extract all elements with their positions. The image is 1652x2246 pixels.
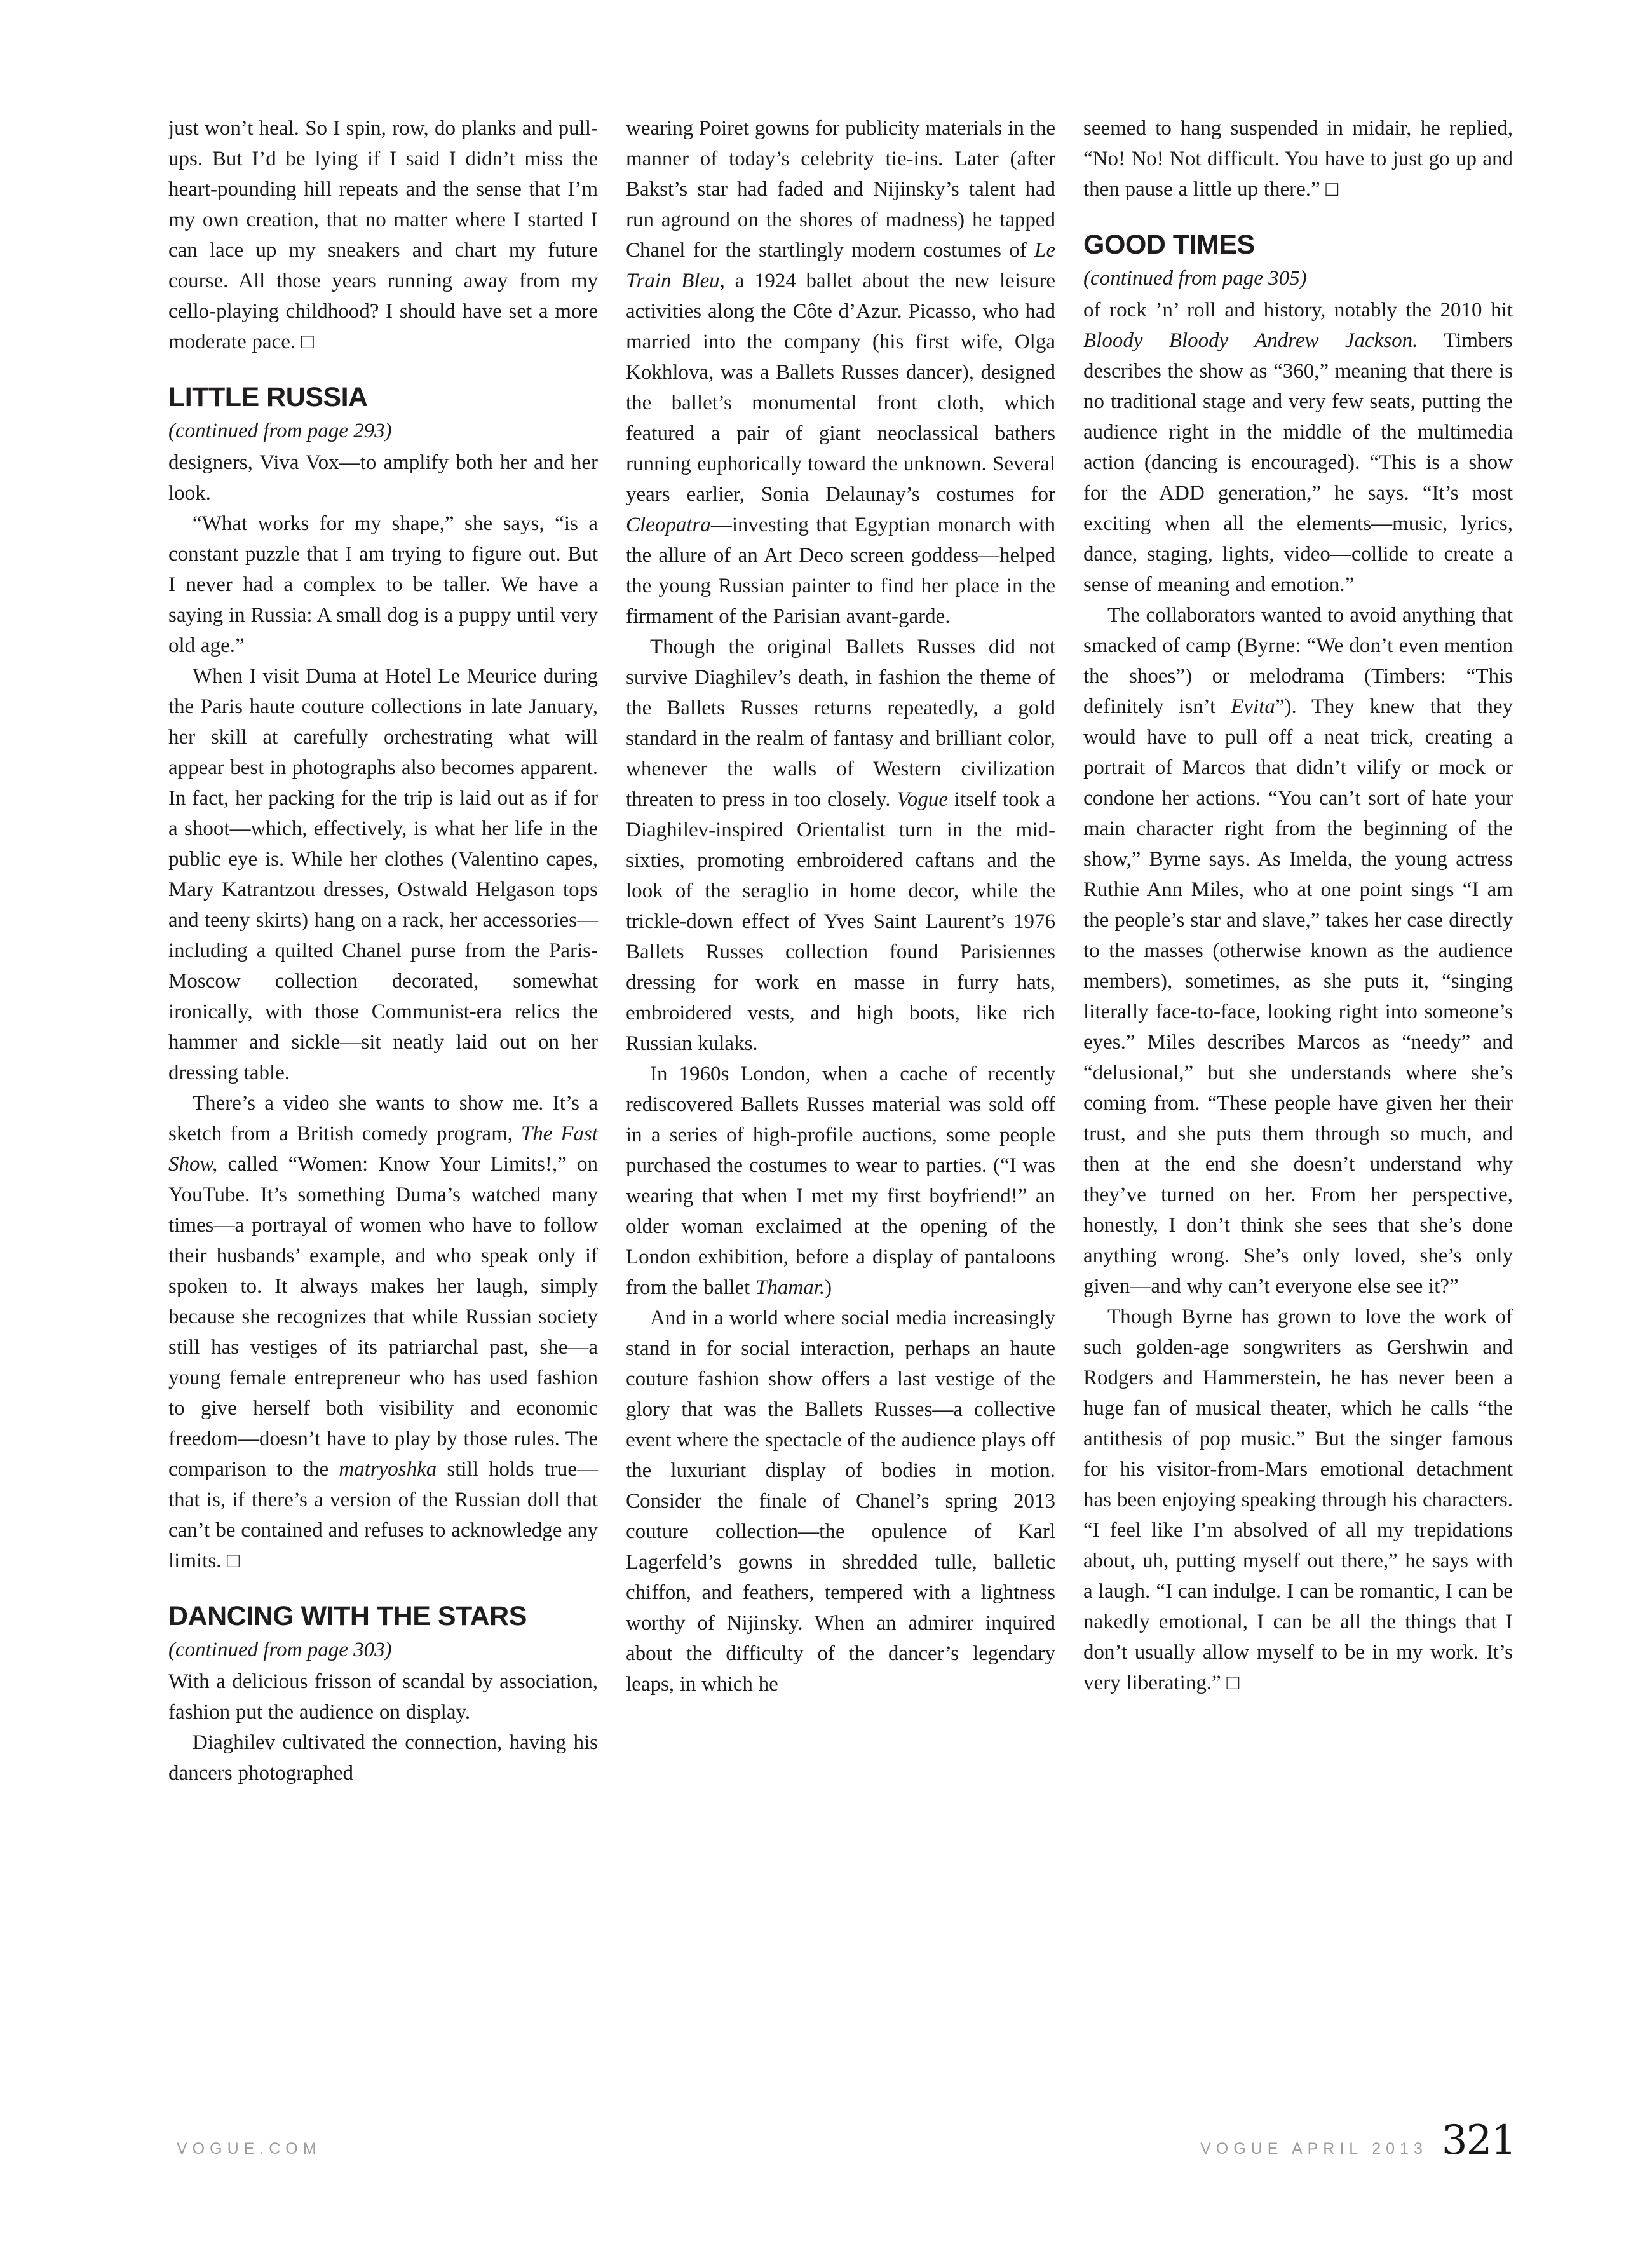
paragraph: of rock ’n’ roll and history, notably the 2010 hit Bloody Bloody Andrew Jackson. Timbers describes the show as “360,” meaning that there is no traditional stage and very few seats, putting the audience right in the middle of the multimedia action (dancing is encouraged). “This is a show for the ADD generation,” he says. “It’s most exciting when all the elements—music, lyrics, dance, staging, lights, video—collide to create a sense of meaning and emotion.”	[1083, 299, 1513, 596]
paragraph: With a delicious frisson of scandal by association, fashion put the audience on display.	[168, 1670, 598, 1724]
paragraph: In 1960s London, when a cache of recently rediscovered Ballets Russes material was sold off in a series of high-profile auctions, some people purchased the costumes to wear to parties. (“I was wearing that when I met my first boyfriend!” an older woman exclaimed at the opening of the London exhibition, before a display of pantaloons from the ballet Thamar.)	[626, 1063, 1055, 1299]
column-1	[168, 113, 598, 1788]
footer-right-group	[1200, 2117, 1515, 2164]
footer-site-label: VOGUE.COM	[177, 2140, 322, 2158]
paragraph: Though the original Ballets Russes did not survive Diaghilev’s death, in fashion the theme of the Ballets Russes returns repeatedly, a gold standard in the realm of fantasy and brilliant color, whenever the walls of Western civilization threaten to press in too closely. Vogue itself took a Diaghilev-inspired Orientalist turn in the mid-sixties, promoting embroidered caftans and the look of the seraglio in home decor, while the trickle-down effect of Yves Saint Laurent’s 1976 Ballets Russes collection found Parisiennes dressing for work en masse in furry hats, embroidered vests, and high boots, like rich Russian kulaks.	[626, 636, 1055, 1055]
article-heading: GOOD TIMES	[1083, 229, 1255, 260]
continued-from: (continued from page 305)	[1083, 267, 1307, 290]
continued-from: (continued from page 303)	[168, 1638, 392, 1661]
page-number: 321	[1441, 2117, 1515, 2164]
column-2	[626, 113, 1055, 1788]
paragraph: There’s a video she wants to show me. It’s a sketch from a British comedy program, The Fast Show, called “Women: Know Your Limits!,” on YouTube. It’s something Duma’s watched many times—a portrayal of women who have to follow their husbands’ example, and who speak only if spoken to. It always makes her laugh, simply because she recognizes that while Russian society still has vestiges of its patriarchal past, she—a young female entrepreneur who has used fashion to give herself both visibility and economic freedom—doesn’t have to play by those rules. The comparison to the matryoshka still holds true—that is, if there’s a version of the Russian doll that can’t be contained and refuses to acknowledge any limits. □	[168, 1092, 599, 1572]
paragraph: The collaborators wanted to avoid anything that smacked of camp (Byrne: “We don’t even mention the shoes”) or melodrama (Timbers: “This definitely isn’t Evita”). They knew that they would have to pull off a neat trick, creating a portrait of Marcos that didn’t vilify or mock or condone her actions. “You can’t sort of hate your main character right from the beginning of the show,” Byrne says. As Imelda, the young actress Ruthie Ann Miles, who at one point sings “I am the people’s star and slave,” takes her case directly to the masses (otherwise known as the audience members), sometimes, as she puts it, “singing literally face-to-face, looking right into someone’s eyes.” Miles describes Marcos as “needy” and “delusional,” but she understands where she’s coming from. “These people have given her their trust, and she puts them through so much, and then at the end she doesn’t understand why they’ve turned on her. From her perspective, honestly, I don’t think she sees that she’s done anything wrong. She’s only loved, she’s only given—and why can’t everyone else see it?”	[1083, 604, 1513, 1298]
paragraph: wearing Poiret gowns for publicity materials in the manner of today’s celebrity tie-ins. Later (after Bakst’s star had faded and Nijinsky’s talent had run aground on the shores of madness) he tapped Chanel for the startlingly modern costumes of Le Train Bleu, a 1924 ballet about the new leisure activities along the Côte d’Azur. Picasso, who had married into the company (his first wife, Olga Kokhlova, was a Ballets Russes dancer), designed the ballet’s monumental front cloth, which featured a pair of giant neoclassical bathers running euphorically toward the unknown. Several years earlier, Sonia Delaunay’s costumes for Cleopatra—investing that Egyptian monarch with the allure of an Art Deco screen goddess—helped the young Russian painter to find her place in the firmament of the Parisian avant-garde.	[626, 117, 1055, 628]
paragraph: And in a world where social media increasingly stand in for social interaction, perhaps an haute couture fashion show offers a last vestige of the glory that was the Ballets Russes—a collective event where the spectacle of the audience plays off the luxuriant display of bodies in motion. Consider the finale of Chanel’s spring 2013 couture collection—the opulence of Karl Lagerfeld’s gowns in shredded tulle, balletic chiffon, and feathers, tempered with a lightness worthy of Nijinsky. When an admirer inquired about the difficulty of the dancer’s legendary leaps, in which he	[626, 1307, 1055, 1696]
article-heading: LITTLE RUSSIA	[168, 382, 368, 412]
article-columns	[168, 113, 1513, 1788]
paragraph: seemed to hang suspended in midair, he replied, “No! No! Not difficult. You have to just go up and then pause a little up there.” □	[1083, 117, 1513, 201]
paragraph: Though Byrne has grown to love the work of such golden-age songwriters as Gershwin and Rodgers and Hammerstein, he has never been a huge fan of musical theater, which he calls “the antithesis of pop music.” But the singer famous for his visitor-from-Mars emotional detachment has been enjoying speaking through his characters. “I feel like I’m absolved of all my trepidations about, uh, putting myself out there,” he says with a laugh. “I can indulge. I can be romantic, I can be nakedly emotional, I can be all the things that I don’t usually allow myself to be in my work. It’s very liberating.” □	[1083, 1305, 1513, 1694]
column-3	[1083, 113, 1513, 1788]
footer-issue-label: VOGUE APRIL 2013	[1200, 2140, 1428, 2158]
paragraph: designers, Viva Vox—to amplify both her and her look.	[168, 451, 598, 505]
paragraph: “What works for my shape,” she says, “is a constant puzzle that I am trying to figure out. But I never had a complex to be taller. We have a saying in Russia: A small dog is a puppy until very old age.”	[168, 512, 598, 657]
paragraph: Diaghilev cultivated the connection, having his dancers photographed	[168, 1731, 598, 1785]
page-footer	[0, 2117, 1652, 2164]
article-heading: DANCING WITH THE STARS	[168, 1601, 527, 1631]
paragraph: When I visit Duma at Hotel Le Meurice during the Paris haute couture collections in late January, her skill at carefully orchestrating what will appear best in photographs also becomes apparent. In fact, her packing for the trip is laid out as if for a shoot—which, effectively, is what her life in the public eye is. While her clothes (Valentino capes, Mary Katrantzou dresses, Ostwald Helgason tops and teeny skirts) hang on a rack, her accessories—including a quilted Chanel purse from the Paris-Moscow collection decorated, somewhat ironically, with those Communist-era relics the hammer and sickle—sit neatly laid out on her dressing table.	[168, 665, 598, 1084]
continued-from: (continued from page 293)	[168, 419, 392, 442]
paragraph: just won’t heal. So I spin, row, do planks and pull-ups. But I’d be lying if I said I didn’t miss the heart-pounding hill repeats and the sense that I’m my own creation, that no matter where I started I can lace up my sneakers and chart my future course. All those years running away from my cello-playing childhood? I should have set a more moderate pace. □	[168, 117, 598, 353]
